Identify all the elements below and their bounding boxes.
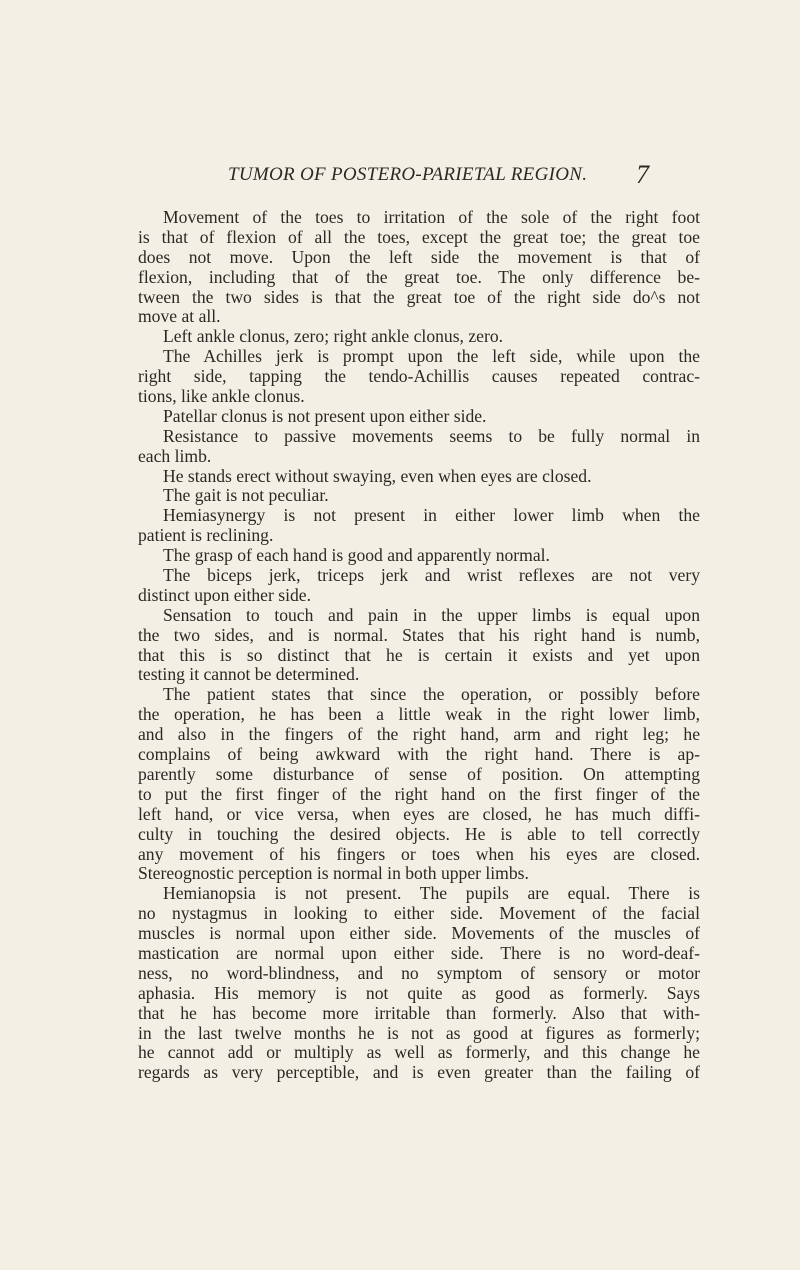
paragraph-line: Stereognostic perception is normal in both upper limbs. xyxy=(138,864,529,884)
page-number: 7 xyxy=(636,160,649,189)
paragraph-line: is that of flexion of all the toes, except the great toe; the great toe xyxy=(138,227,700,247)
paragraph-first-line: Sensation to touch and pain in the upper limbs is equal upon xyxy=(163,605,700,625)
paragraph-line: no nystagmus in looking to either side. Movement of the facial xyxy=(138,904,700,924)
paragraph-line: right side, tapping the tendo-Achillis causes repeated contrac- xyxy=(138,367,700,387)
paragraph-first-line: The patient states that since the operation, or possibly before xyxy=(163,685,700,705)
paragraph-line: parently some disturbance of sense of position. On attempting xyxy=(138,764,700,784)
paragraph-line: muscles is normal upon either side. Movements of the muscles of xyxy=(138,924,700,944)
paragraph-line: regards as very perceptible, and is even greater than the failing of xyxy=(138,1063,700,1083)
paragraph-first-line: The grasp of each hand is good and apparently normal. xyxy=(163,546,550,566)
paragraph-first-line: The gait is not peculiar. xyxy=(163,486,329,506)
paragraph-line: tween the two sides is that the great toe of the right side do^s not xyxy=(138,287,700,307)
paragraph-line: complains of being awkward with the right hand. There is ap- xyxy=(138,745,700,765)
paragraph-first-line: Hemiasynergy is not present in either lower limb when the xyxy=(163,506,700,526)
paragraph-line: each limb. xyxy=(138,446,212,466)
paragraph-line: does not move. Upon the left side the movement is that of xyxy=(138,247,700,267)
paragraph-line: he cannot add or multiply as well as formerly, and this change he xyxy=(138,1043,700,1063)
paragraph-line: the operation, he has been a little weak in the right lower limb, xyxy=(138,705,700,725)
paragraph-line: in the last twelve months he is not as good at figures as formerly; xyxy=(138,1023,700,1043)
running-head: TUMOR OF POSTERO-PARIETAL REGION. xyxy=(228,164,588,185)
paragraph-line: that this is so distinct that he is certain it exists and yet upon xyxy=(138,645,700,665)
paragraph-line: to put the first finger of the right hand on the first finger of the xyxy=(138,784,700,804)
paragraph-first-line: Patellar clonus is not present upon either side. xyxy=(163,406,487,426)
paragraph-line: any movement of his fingers or toes when his eyes are closed. xyxy=(138,844,700,864)
paragraph-line: and also in the fingers of the right hand, arm and right leg; he xyxy=(138,725,700,745)
paragraph-line: testing it cannot be determined. xyxy=(138,665,360,685)
paragraph-line: aphasia. His memory is not quite as good as formerly. Says xyxy=(138,983,700,1003)
paragraph-line: that he has become more irritable than formerly. Also that with- xyxy=(138,1003,700,1023)
paragraph-first-line: He stands erect without swaying, even when eyes are closed. xyxy=(163,466,592,486)
paragraph-line: flexion, including that of the great toe. The only difference be- xyxy=(138,267,700,287)
paragraph-first-line: Left ankle clonus, zero; right ankle clonus, zero. xyxy=(163,327,504,347)
paragraph-line: the two sides, and is normal. States that his right hand is numb, xyxy=(138,625,700,645)
paragraph-first-line: Movement of the toes to irritation of the sole of the right foot xyxy=(163,208,700,227)
paragraph-first-line: The biceps jerk, triceps jerk and wrist reflexes are not very xyxy=(163,566,700,586)
paragraph-line: left hand, or vice versa, when eyes are closed, he has much diffi- xyxy=(138,804,700,824)
paragraph-first-line: Hemianopsia is not present. The pupils are equal. There is xyxy=(163,884,700,904)
body-text xyxy=(138,208,700,1083)
paragraph-first-line: Resistance to passive movements seems to be fully normal in xyxy=(163,426,700,446)
paragraph-line: distinct upon either side. xyxy=(138,585,311,605)
paragraph-line: culty in touching the desired objects. He is able to tell correctly xyxy=(138,824,700,844)
paragraph-first-line: The Achilles jerk is prompt upon the left side, while upon the xyxy=(163,347,700,367)
paragraph-line: mastication are normal upon either side. There is no word-deaf- xyxy=(138,943,700,963)
paragraph-line: move at all. xyxy=(138,307,221,327)
paragraph-line: ness, no word-blindness, and no symptom of sensory or motor xyxy=(138,963,700,983)
paragraph-line: patient is reclining. xyxy=(138,526,274,546)
paragraph-line: tions, like ankle clonus. xyxy=(138,387,305,407)
